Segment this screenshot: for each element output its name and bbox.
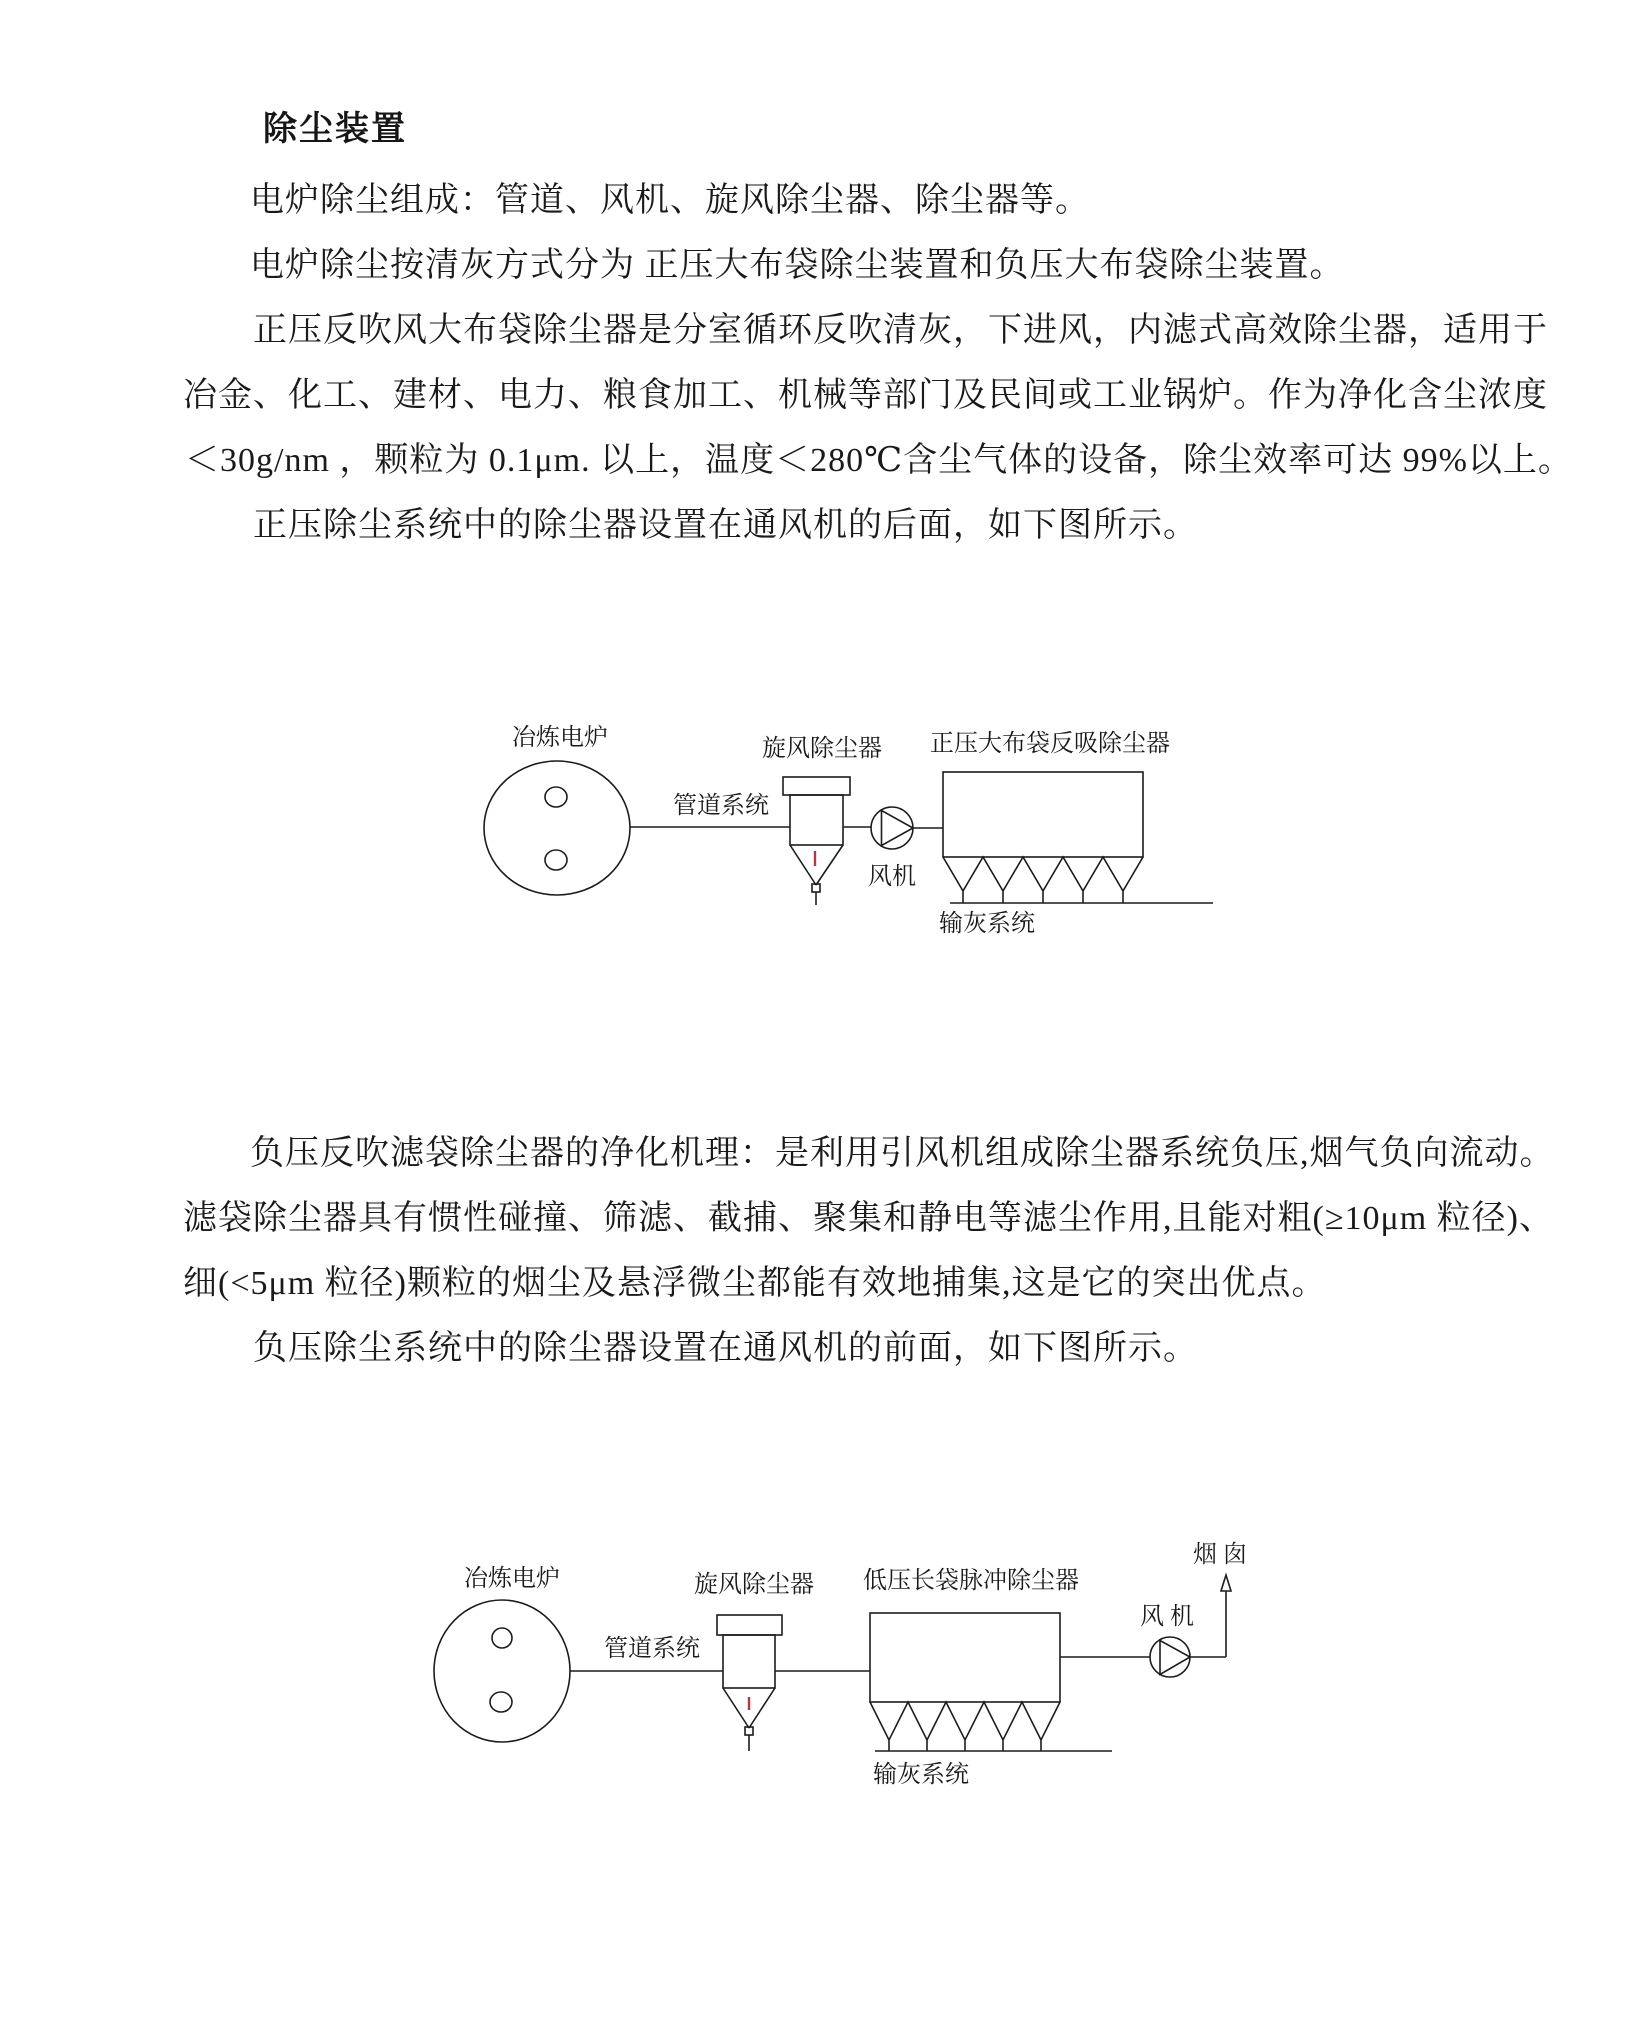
diagram1-label-fan: 风机 <box>868 864 916 890</box>
baghouse-box <box>943 772 1143 857</box>
diagram-negative-pressure-system <box>434 1575 1231 1751</box>
body-line: 负压反吹滤袋除尘器的净化机理：是利用引风机组成除尘器系统负压,烟气负向流动。 <box>250 1135 1555 1172</box>
fan-symbol <box>871 807 913 849</box>
diagram2-label-furnace: 冶炼电炉 <box>464 1566 560 1592</box>
diagram1-label-pipe: 管道系统 <box>673 793 769 819</box>
cyclone-body <box>723 1635 775 1688</box>
body-line: 冶金、化工、建材、电力、粮食加工、机械等部门及民间或工业锅炉。作为净化含尘浓度 <box>183 377 1548 414</box>
diagram2-label-fan: 风 机 <box>1140 1604 1194 1630</box>
body-line: ＜30g/nm ，颗粒为 0.1μm. 以上，温度＜280℃含尘气体的设备，除尘效率可达 99%以上。 <box>185 442 1573 479</box>
cyclone-outlet-square <box>812 884 820 892</box>
diagram-positive-pressure-system <box>484 761 1213 905</box>
diagram2-label-ash: 输灰系统 <box>873 1762 969 1788</box>
diagram2-label-cyclone: 旋风除尘器 <box>694 1572 814 1598</box>
cyclone-cone <box>790 845 843 885</box>
diagram2-label-chimney: 烟 囱 <box>1193 1542 1247 1568</box>
cyclone-cap <box>717 1615 782 1635</box>
chimney-arrow-icon <box>1221 1575 1231 1591</box>
diagram1-label-furnace: 冶炼电炉 <box>512 725 608 751</box>
furnace-ellipse <box>434 1600 570 1742</box>
diagram1-label-cyclone: 旋风除尘器 <box>762 736 882 762</box>
body-line: 滤袋除尘器具有惯性碰撞、筛滤、截捕、聚集和静电等滤尘作用,且能对粗(≥10μm 粒径)、 <box>183 1200 1554 1237</box>
fan-symbol <box>1150 1637 1190 1677</box>
hopper-path <box>870 1702 1060 1751</box>
diagram1-label-ash: 输灰系统 <box>939 911 1035 937</box>
furnace-electrode-circle <box>490 1692 512 1712</box>
page-title: 除尘装置 <box>263 111 407 148</box>
cyclone-cap <box>783 777 850 795</box>
body-line: 电炉除尘按清灰方式分为 正压大布袋除尘装置和负压大布袋除尘装置。 <box>250 247 1345 284</box>
cyclone-outlet-square <box>745 1727 753 1735</box>
diagram2-label-pipe: 管道系统 <box>604 1636 700 1662</box>
body-line: 电炉除尘组成：管道、风机、旋风除尘器、除尘器等。 <box>250 182 1090 219</box>
cyclone-body <box>790 795 843 845</box>
furnace-electrode-circle <box>545 850 567 870</box>
furnace-electrode-circle <box>492 1628 512 1648</box>
body-line: 负压除尘系统中的除尘器设置在通风机的前面，如下图所示。 <box>253 1330 1198 1367</box>
baghouse-box <box>870 1613 1060 1702</box>
body-line: 细(<5μm 粒径)颗粒的烟尘及悬浮微尘都能有效地捕集,这是它的突出优点。 <box>183 1265 1327 1302</box>
furnace-electrode-circle <box>545 787 567 807</box>
body-line: 正压反吹风大布袋除尘器是分室循环反吹清灰，下进风，内滤式高效除尘器，适用于 <box>253 312 1548 349</box>
furnace-ellipse <box>484 761 630 895</box>
hopper-path <box>943 857 1143 903</box>
body-line: 正压除尘系统中的除尘器设置在通风机的后面，如下图所示。 <box>253 507 1198 544</box>
diagram2-label-collector: 低压长袋脉冲除尘器 <box>863 1568 1079 1594</box>
diagram1-label-collector: 正压大布袋反吸除尘器 <box>930 731 1170 757</box>
